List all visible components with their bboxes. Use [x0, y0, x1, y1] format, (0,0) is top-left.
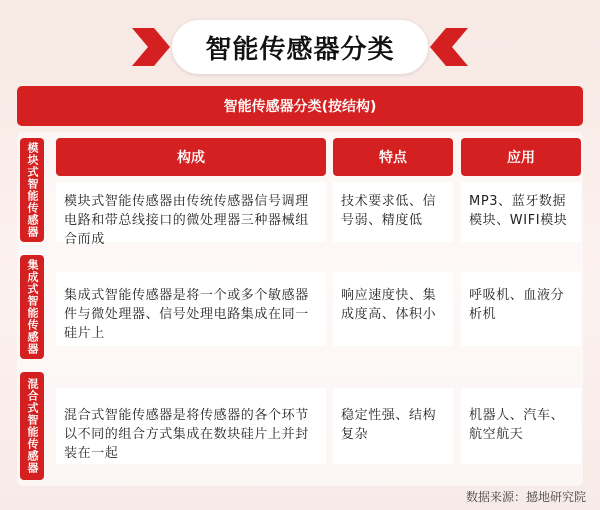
cell-applications: 机器人、汽车、航空航天: [461, 388, 581, 464]
column-header-applications: 应用: [461, 138, 581, 176]
title-area: [0, 16, 600, 78]
cell-applications: MP3、蓝牙数据模块、WIFI模块: [461, 182, 581, 242]
cell-features: 技术要求低、信号弱、精度低: [333, 182, 453, 242]
table-header-bar: 智能传感器分类(按结构): [17, 86, 583, 126]
row-label-integrated: 集成式智能传感器: [20, 255, 44, 359]
row-label-hybrid: 混合式智能传感器: [20, 372, 44, 480]
cell-features: 稳定性强、结构复杂: [333, 388, 453, 464]
page-title: 智能传感器分类: [172, 20, 428, 74]
arrow-left-icon: [428, 24, 472, 70]
data-source-note: 数据来源：撼地研究院: [465, 490, 586, 504]
arrow-right-icon: [128, 24, 172, 70]
cell-composition: 集成式智能传感器是将一个或多个敏感器件与微处理器、信号处理电路集成在同一硅片上: [56, 272, 326, 346]
cell-composition: 模块式智能传感器由传统传感器信号调理电路和带总线接口的微处理器三种器械组合而成: [56, 182, 326, 242]
row-label-modular: 模块式智能传感器: [20, 138, 44, 242]
cell-applications: 呼吸机、血液分析机: [461, 272, 581, 346]
cell-composition: 混合式智能传感器是将传感器的各个环节以不同的组合方式集成在数块硅片上并封装在一起: [56, 388, 326, 464]
column-header-composition: 构成: [56, 138, 326, 176]
column-header-features: 特点: [333, 138, 453, 176]
cell-features: 响应速度快、集成度高、体积小: [333, 272, 453, 346]
